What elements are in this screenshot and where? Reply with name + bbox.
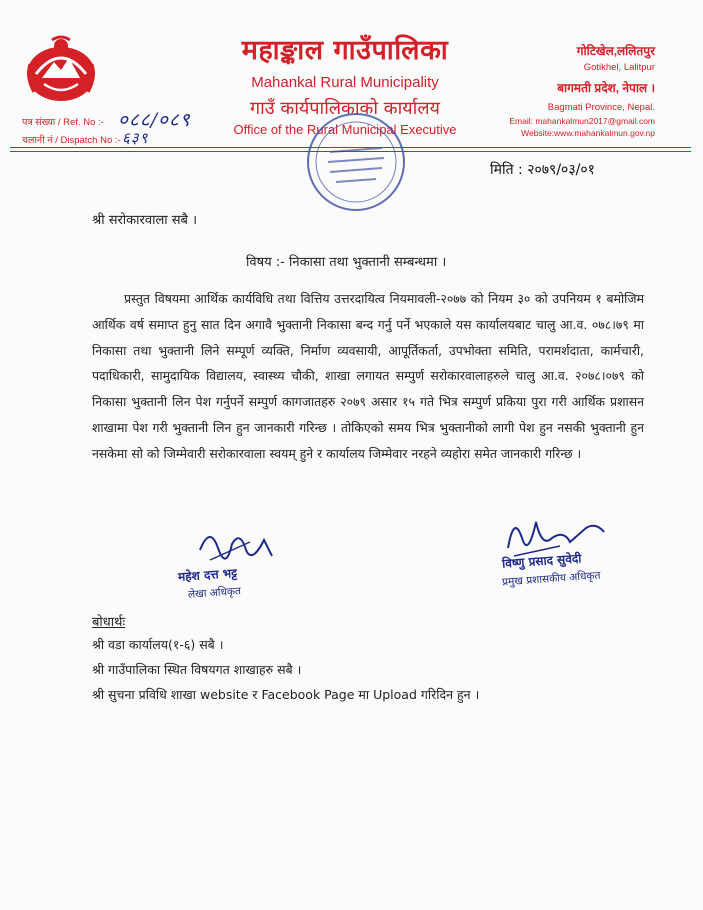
letter-date: मिति : २०७९/०३/०१ xyxy=(490,162,595,178)
contact-block xyxy=(455,42,655,138)
ref-no-label: पत्र संख्या / Ref. No :- xyxy=(22,117,104,128)
addressee-line: श्री सरोकारवाला सबै । xyxy=(92,213,198,228)
province-english: Bagmati Province, Nepal. xyxy=(547,102,655,113)
dispatch-no-label: चलानी नं / Dispatch No :- xyxy=(22,135,121,146)
official-seal-stamp xyxy=(302,108,410,216)
reference-labels xyxy=(22,114,121,150)
office-title-english: Office of the Rural Municipal Executive xyxy=(233,122,457,137)
letter-body: प्रस्तुत विषयमा आर्थिक कार्यविधि तथा वित्तिय उत्तरदायित्व नियमावली-२०७७ को नियम ३० को उपनियम १ बमोजिम आर्थिक वर्ष समाप्त हुनु सात दिन अगावै भुक्तानी निकासा बन्द गर्नु पर्ने भएकाले यस कार्यालयबाट चालु आ.व. ०७८।७९ मा निकासा तथा भुक्तानी लिने सम्पूर्ण व्यक्ति, निर्माण व्यवसायी, आपूर्तिकर्ता, उपभोक्ता समिति, परामर्शदाता, कार्मचारी, पदाधिकारी, सामुदायिक विद्यालय, स्वास्थ्य चौकी, शाखा लगायत सम्पुर्ण सरोकारवालाहरुले चालु आ.व. २०७८।०७९ को निकासा भुक्तानी लिन पेश गर्नुपर्ने सम्पुर्ण कागजातहरु २०७९ असार १५ गते भित्र सम्पुर्ण प्रकिया पुरा गरी आर्थिक प्रशासन शाखामा पेश गरी भुक्तानी लिन हुन जानकारी गरिन्छ । तोकिएको समय भित्र भुक्तानीको लागी पेश हुन नसकी भुक्तानी हुन नसकेमा सो को जिम्मेवारी सरोकारवाला स्वयम् हुने र कार्यालय जिम्मेवार नरहने व्यहोरा समेत जानकारी गरिन्छ । xyxy=(92,291,644,461)
cc-heading: बोधार्थः xyxy=(92,615,126,630)
signatory-right-name: विष्णु प्रसाद सुवेदी xyxy=(501,551,582,571)
email-text: Email: mahankalmun2017@gmail.com xyxy=(509,116,655,126)
signatory-right-title: प्रमुख प्रशासकीय अधिकृत xyxy=(501,569,601,589)
cc-item: श्री वडा कार्यालय(१-६) सबै । xyxy=(92,637,224,652)
municipality-title-nepali: महाङ्काल गाउँपालिका xyxy=(241,35,449,66)
province-nepali: बागमती प्रदेश, नेपाल । xyxy=(557,81,655,95)
website-text: Website:www.mahankalmun.gov.np xyxy=(521,128,655,138)
address-english: Gotikhel, Lalitpur xyxy=(583,62,655,73)
cc-item: श्री सुचना प्रविधि शाखा website र Facebook Page मा Upload गरिदिन हुन । xyxy=(92,687,480,702)
signatory-left-name: महेश दत्त भट्ट xyxy=(177,565,238,585)
dispatch-no-value: ६३९ xyxy=(122,129,149,147)
subject-line: विषय :- निकासा तथा भुक्तानी सम्बन्धमा । xyxy=(246,255,447,270)
signatory-left-title: लेखा अधिकृत xyxy=(187,585,242,601)
address-nepali: गोटिखेल,ललितपुर xyxy=(576,44,655,58)
office-title-nepali: गाउँ कार्यपालिकाको कार्यालय xyxy=(250,98,440,119)
municipality-title-english: Mahankal Rural Municipality xyxy=(251,74,439,91)
ref-no-value: ०८८/०८९ xyxy=(118,109,191,131)
cc-item: श्री गाउँपालिका स्थित विषयगत शाखाहरु सबै । xyxy=(92,662,302,677)
nepal-emblem-icon xyxy=(22,34,100,104)
